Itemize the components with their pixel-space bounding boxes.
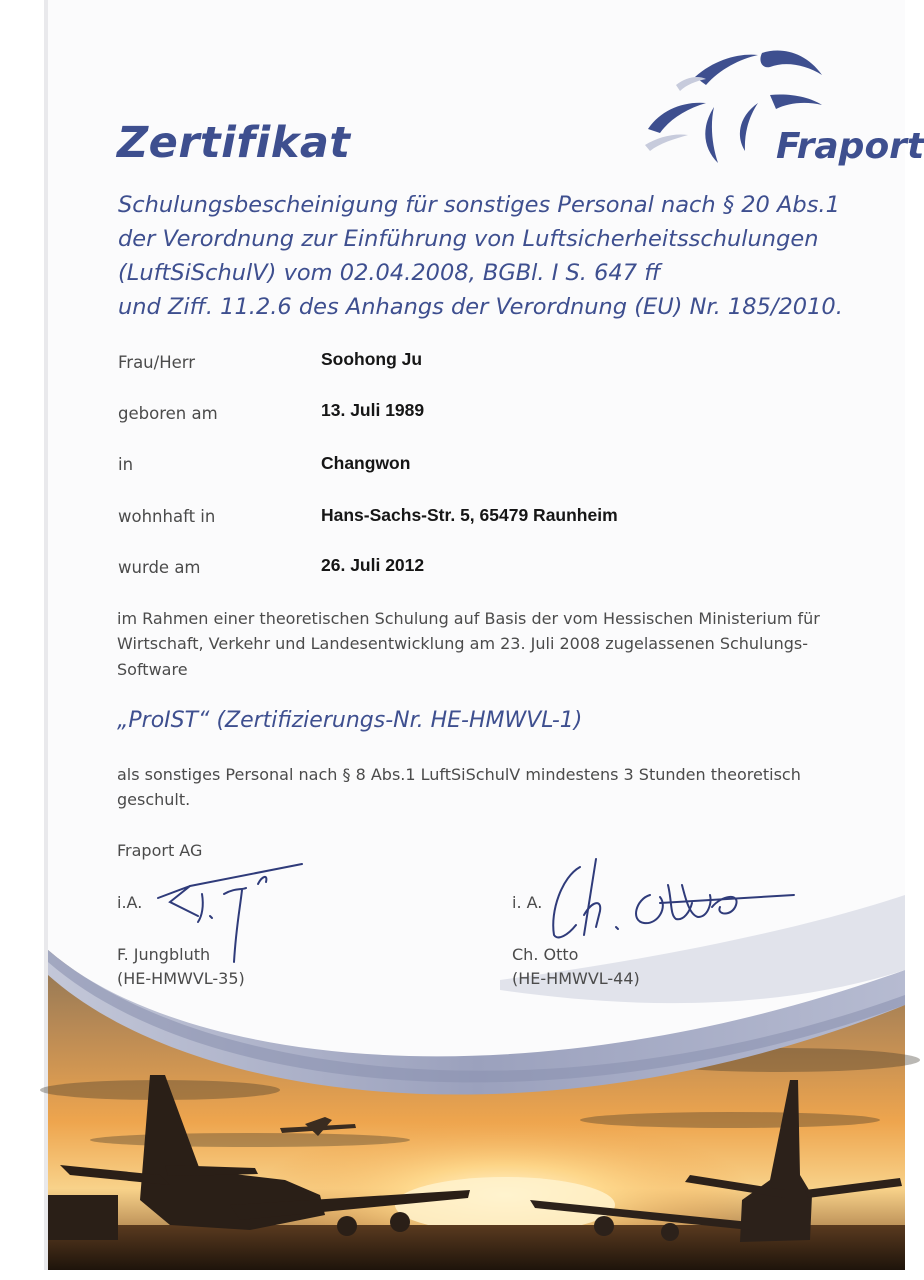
- issuer-name: Fraport AG: [117, 841, 203, 860]
- result-line-1: als sonstiges Personal nach § 8 Abs.1 LuftSiSchulV mindestens 3 Stunden theoretisch: [117, 765, 801, 784]
- date-value: 26. Juli 2012: [321, 555, 425, 575]
- signatory-1-id: (HE-HMWVL-35): [117, 969, 245, 988]
- signatory-2-id: (HE-HMWVL-44): [512, 969, 640, 988]
- address-value: Hans-Sachs-Str. 5, 65479 Raunheim: [321, 505, 618, 525]
- result-line-2: geschult.: [117, 790, 191, 809]
- signatory-2-prefix: i. A.: [512, 893, 543, 912]
- birth-label: geboren am: [118, 404, 218, 423]
- body-line-2: Wirtschaft, Verkehr und Landesentwicklung am 23. Juli 2008 zugelassenen Schulungs-: [117, 634, 809, 653]
- place-label: in: [118, 455, 134, 474]
- program-name: „ProIST“ (Zertifizierungs-Nr. HE-HMWVL-1): [117, 708, 583, 733]
- signature-otto: [540, 855, 800, 945]
- place-value: Changwon: [321, 453, 411, 473]
- subtitle-line-2: der Verordnung zur Einführung von Luftsicherheitsschulungen: [118, 226, 819, 252]
- subtitle-line-3: (LuftSiSchulV) vom 02.04.2008, BGBl. I S. 647 ff: [118, 260, 661, 286]
- brand-name: Fraport: [776, 126, 924, 167]
- name-value: Soohong Ju: [321, 349, 423, 369]
- signatory-1-prefix: i.A.: [117, 893, 143, 912]
- date-label: wurde am: [118, 558, 201, 577]
- birth-value: 13. Juli 1989: [321, 400, 425, 420]
- signatory-1-name: F. Jungbluth: [117, 945, 211, 964]
- subtitle-line-1: Schulungsbescheinigung für sonstiges Personal nach § 20 Abs.1: [118, 192, 840, 218]
- signatory-2-name: Ch. Otto: [512, 945, 579, 964]
- address-label: wohnhaft in: [118, 507, 216, 526]
- body-line-1: im Rahmen einer theoretischen Schulung auf Basis der vom Hessischen Ministerium für: [117, 609, 820, 628]
- name-label: Frau/Herr: [118, 353, 196, 372]
- body-line-3: Software: [117, 660, 188, 679]
- certificate-title: Zertifikat: [117, 118, 351, 168]
- subtitle-line-4: und Ziff. 11.2.6 des Anhangs der Verordnung (EU) Nr. 185/2010.: [118, 294, 843, 320]
